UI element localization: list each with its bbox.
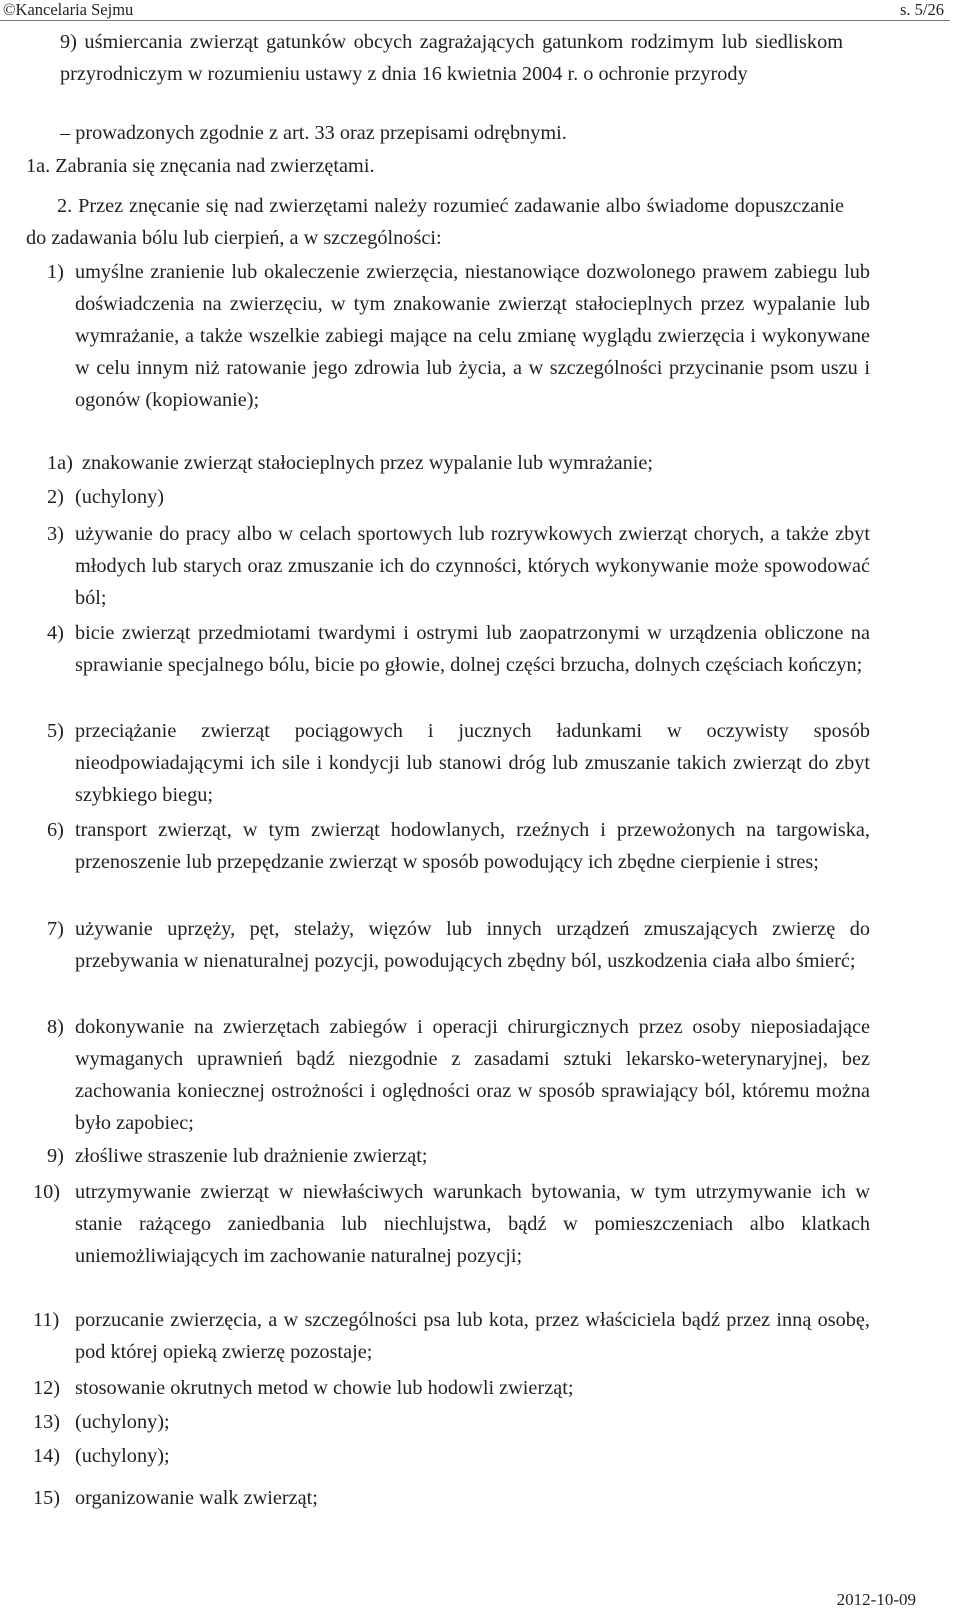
- list-item: [33, 1406, 870, 1438]
- list-item: [47, 1011, 870, 1139]
- list-item: [47, 447, 870, 479]
- list-item-number: 9): [47, 1145, 64, 1167]
- list-item: [33, 1176, 870, 1272]
- list-item-number: 1a): [47, 452, 73, 474]
- list-item: [47, 814, 870, 878]
- list-item-number: 1): [47, 261, 64, 283]
- list-item: [47, 617, 870, 681]
- page-header: [0, 0, 960, 22]
- list-item: [33, 1440, 870, 1472]
- list-item-number: 4): [47, 622, 64, 644]
- list-item-number: 5): [47, 720, 64, 742]
- list-item-text: bicie zwierząt przedmiotami twardymi i ostrymi lub zaopatrzonymi w urządzenia obliczone na sprawianie specjalnego bólu, bicie po głowie, dolnej części brzucha, dolnych częściach kończyn;: [75, 622, 870, 676]
- list-item-number: 13): [33, 1411, 61, 1433]
- header-source: ©Kancelaria Sejmu: [3, 0, 134, 19]
- list-item-number: 2): [47, 486, 64, 508]
- paragraph-2: [26, 190, 844, 254]
- list-item-number: 6): [47, 819, 64, 841]
- list-item-text: używanie uprzęży, pęt, stelaży, więzów lub innych urządzeń zmuszających zwierzę do przebywania w nienaturalnej pozycji, powodujących zbędny ból, uszkodzenia ciała albo śmierć;: [75, 918, 870, 972]
- list-item-number: 7): [47, 918, 64, 940]
- list-item-text: utrzymywanie zwierząt w niewłaściwych warunkach bytowania, w tym utrzymywanie ich w stanie rażącego zaniedbania lub niechlujstwa, bądź w pomieszczeniach albo klatkach uniemożliwiających im zachowanie naturalnej pozycji;: [75, 1181, 870, 1267]
- list-item-text: znakowanie zwierząt stałocieplnych przez wypalanie lub wymrażanie;: [82, 452, 653, 474]
- list-item-number: 10): [33, 1181, 61, 1203]
- list-item: [47, 518, 870, 614]
- list-item-number: 15): [33, 1487, 61, 1509]
- list-item-number: 11): [33, 1309, 60, 1331]
- list-item-text: umyślne zranienie lub okaleczenie zwierzęcia, niestanowiące dozwolonego prawem zabiegu lub doświadczenia na zwierzęciu, w tym znakowanie zwierząt stałocieplnych przez wypalanie lub wymrażanie, a także wszelkie zabiegi mające na celu zmianę wyglądu zwierzęcia i wykonywane w celu innym niż ratowanie jego zdrowia lub życia, a w szczególności przycinanie psom uszu i ogonów (kopiowanie);: [75, 261, 870, 411]
- paragraph-1a: [26, 150, 866, 182]
- list-item-text: (uchylony): [75, 486, 164, 508]
- list-item-text: używanie do pracy albo w celach sportowych lub rozrywkowych zwierząt chorych, a także zbyt młodych lub starych oraz zmuszanie ich do czynności, których wykonywanie może spowodować ból;: [75, 523, 870, 609]
- list-item: [47, 913, 870, 977]
- closing-clause-text: – prowadzonych zgodnie z art. 33 oraz przepisami odrębnymi.: [60, 122, 567, 144]
- list-item: [33, 1372, 870, 1404]
- list-item-text: (uchylony);: [75, 1445, 170, 1467]
- list-item: [47, 481, 870, 513]
- list-item-text: transport zwierząt, w tym zwierząt hodowlanych, rzeźnych i przewożonych na targowiska, przenoszenie lub przepędzanie zwierząt w sposób powodujący ich zbędne cierpienie i stres;: [75, 819, 870, 873]
- list-item-text: złośliwe straszenie lub drażnienie zwierząt;: [75, 1145, 428, 1167]
- list-item: [33, 1304, 870, 1368]
- list-item: [47, 715, 870, 811]
- closing-clause: [60, 117, 860, 149]
- header-page-number: s. 5/26: [899, 0, 944, 19]
- list-item-number: 12): [33, 1377, 61, 1399]
- header-divider: [0, 20, 950, 21]
- list-item-number: 8): [47, 1016, 64, 1038]
- list-item: [47, 256, 870, 416]
- list-item-text: dokonywanie na zwierzętach zabiegów i operacji chirurgicznych przez osoby nieposiadające wymaganych uprawnień bądź niezgodnie z zasadami sztuki lekarsko-weterynaryjnej, bez zachowania koniecznej ostrożności i oględności oraz w sposób sprawiający ból, któremu można było zapobiec;: [75, 1016, 870, 1134]
- list-item-text: (uchylony);: [75, 1411, 170, 1433]
- list-item: [33, 1482, 870, 1514]
- paragraph-2-text: 2. Przez znęcanie się nad zwierzętami należy rozumieć zadawanie albo świadome dopuszczanie do zadawania bólu lub cierpień, a w szczególności:: [26, 195, 844, 249]
- list-item-number: 3): [47, 523, 64, 545]
- paragraph-1a-text: 1a. Zabrania się znęcania nad zwierzętami.: [26, 155, 375, 177]
- list-item: [47, 1140, 870, 1172]
- list-item-text: organizowanie walk zwierząt;: [75, 1487, 318, 1509]
- footer-date: 2012-10-09: [836, 1590, 916, 1609]
- list-item-text: przeciążanie zwierząt pociągowych i jucznych ładunkami w oczywisty sposób nieodpowiadającymi ich sile i kondycji lub stanowi dróg lub zmuszanie takich zwierząt do zbyt szybkiego biegu;: [75, 720, 870, 806]
- item-9-intro: [60, 26, 843, 90]
- list-item-text: porzucanie zwierzęcia, a w szczególności psa lub kota, przez właściciela bądź przez inną osobę, pod której opieką zwierzę pozostaje;: [75, 1309, 870, 1363]
- list-item-number: 14): [33, 1445, 61, 1467]
- list-item-text: stosowanie okrutnych metod w chowie lub hodowli zwierząt;: [75, 1377, 574, 1399]
- item-9-intro-text: 9) uśmiercania zwierząt gatunków obcych zagrażających gatunkom rodzimym lub siedliskom przyrodniczym w rozumieniu ustawy z dnia 16 kwietnia 2004 r. o ochronie przyrody: [60, 31, 843, 85]
